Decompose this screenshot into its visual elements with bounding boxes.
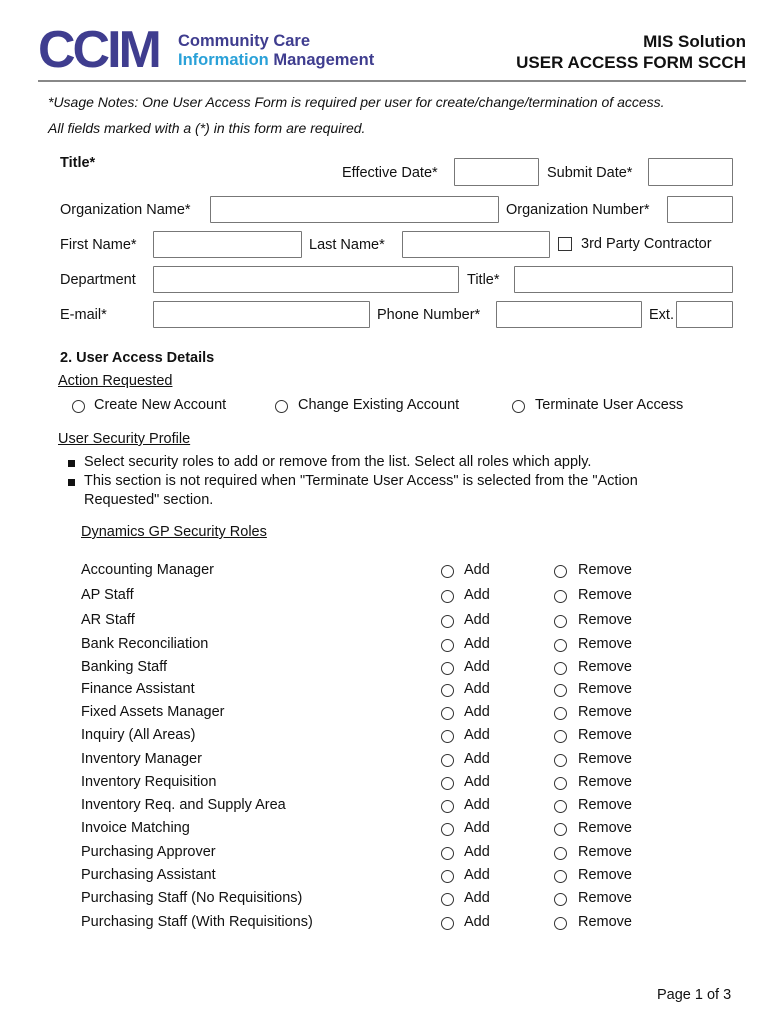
role-remove-label: Remove (578, 562, 632, 578)
organization-name-label: Organization Name* (60, 202, 191, 218)
role-name: AP Staff (81, 587, 134, 603)
effective-date-label: Effective Date* (342, 165, 438, 181)
role-add-label: Add (464, 704, 490, 720)
role-name: Bank Reconciliation (81, 636, 209, 652)
phone-label: Phone Number* (377, 307, 481, 323)
header-title-1: MIS Solution (643, 32, 746, 51)
title-field[interactable] (514, 266, 733, 293)
role-remove-label: Remove (578, 659, 632, 675)
role-remove-radio[interactable] (554, 707, 567, 720)
first-name-field[interactable] (153, 231, 302, 258)
logo-line-2 (178, 51, 374, 70)
role-remove-label: Remove (578, 844, 632, 860)
role-name: Inventory Req. and Supply Area (81, 797, 286, 813)
role-add-radio[interactable] (441, 847, 454, 860)
usage-notes: *Usage Notes: One User Access Form is required per user for create/change/termination of access. (48, 94, 665, 110)
terminate-access-label: Terminate User Access (535, 397, 684, 413)
role-add-label: Add (464, 890, 490, 906)
role-remove-label: Remove (578, 890, 632, 906)
role-add-radio[interactable] (441, 777, 454, 790)
role-remove-radio[interactable] (554, 639, 567, 652)
role-remove-label: Remove (578, 727, 632, 743)
role-remove-label: Remove (578, 704, 632, 720)
role-add-label: Add (464, 867, 490, 883)
role-remove-radio[interactable] (554, 684, 567, 697)
bullet-2-text-a: This section is not required when "Terminate User Access" is selected from the "Action (84, 473, 638, 489)
third-party-checkbox[interactable] (558, 237, 572, 251)
role-remove-label: Remove (578, 867, 632, 883)
last-name-label: Last Name* (309, 237, 385, 253)
role-remove-radio[interactable] (554, 893, 567, 906)
submit-date-label: Submit Date* (547, 165, 633, 181)
role-name: Purchasing Assistant (81, 867, 216, 883)
create-account-label: Create New Account (94, 397, 227, 413)
role-remove-radio[interactable] (554, 590, 567, 603)
action-requested-heading: Action Requested (58, 373, 173, 389)
role-add-radio[interactable] (441, 590, 454, 603)
bullet-2-marker (68, 479, 75, 486)
role-add-label: Add (464, 659, 490, 675)
role-name: Inquiry (All Areas) (81, 727, 196, 743)
email-field[interactable] (153, 301, 370, 328)
submit-date-field[interactable] (648, 158, 733, 186)
role-add-label: Add (464, 820, 490, 836)
role-remove-radio[interactable] (554, 917, 567, 930)
role-remove-label: Remove (578, 612, 632, 628)
role-name: AR Staff (81, 612, 135, 628)
required-note: All fields marked with a (*) in this form are required. (48, 120, 366, 136)
role-name: Invoice Matching (81, 820, 190, 836)
role-remove-radio[interactable] (554, 754, 567, 767)
role-add-label: Add (464, 636, 490, 652)
role-name: Finance Assistant (81, 681, 195, 697)
role-name: Purchasing Staff (With Requisitions) (81, 914, 313, 930)
role-remove-label: Remove (578, 797, 632, 813)
security-profile-heading: User Security Profile (58, 431, 191, 447)
role-add-label: Add (464, 774, 490, 790)
change-account-radio[interactable] (275, 400, 288, 413)
role-name: Purchasing Approver (81, 844, 216, 860)
role-name: Fixed Assets Manager (81, 704, 225, 720)
role-add-radio[interactable] (441, 870, 454, 883)
role-add-label: Add (464, 914, 490, 930)
role-remove-radio[interactable] (554, 823, 567, 836)
section-1-title: Title* (60, 155, 96, 171)
organization-number-field[interactable] (667, 196, 733, 223)
terminate-access-radio[interactable] (512, 400, 525, 413)
effective-date-field[interactable] (454, 158, 539, 186)
role-remove-radio[interactable] (554, 730, 567, 743)
role-add-label: Add (464, 681, 490, 697)
ccim-logo: CCIM (38, 21, 159, 79)
role-add-label: Add (464, 844, 490, 860)
role-remove-label: Remove (578, 751, 632, 767)
role-remove-radio[interactable] (554, 777, 567, 790)
role-add-radio[interactable] (441, 800, 454, 813)
role-add-radio[interactable] (441, 639, 454, 652)
first-name-label: First Name* (60, 237, 137, 253)
role-add-radio[interactable] (441, 730, 454, 743)
header-rule (38, 80, 746, 82)
role-add-radio[interactable] (441, 893, 454, 906)
role-remove-label: Remove (578, 914, 632, 930)
logo-line-2-a: Information (178, 51, 269, 69)
role-add-label: Add (464, 751, 490, 767)
logo-line-2-b: Management (268, 51, 375, 69)
page-number: Page 1 of 3 (657, 987, 732, 1003)
role-add-radio[interactable] (441, 823, 454, 836)
phone-field[interactable] (496, 301, 642, 328)
role-add-radio[interactable] (441, 917, 454, 930)
role-remove-label: Remove (578, 681, 632, 697)
bullet-2-text-b: Requested" section. (84, 492, 214, 508)
role-remove-radio[interactable] (554, 800, 567, 813)
role-add-label: Add (464, 562, 490, 578)
organization-name-field[interactable] (210, 196, 499, 223)
department-field[interactable] (153, 266, 459, 293)
last-name-field[interactable] (402, 231, 550, 258)
role-add-radio[interactable] (441, 615, 454, 628)
header-title-2: USER ACCESS FORM SCCH (516, 53, 746, 72)
role-remove-label: Remove (578, 774, 632, 790)
role-remove-radio[interactable] (554, 615, 567, 628)
gp-roles-heading: Dynamics GP Security Roles (81, 524, 267, 540)
role-name: Inventory Requisition (81, 774, 217, 790)
role-add-radio[interactable] (441, 684, 454, 697)
organization-number-label: Organization Number* (506, 202, 650, 218)
role-remove-radio[interactable] (554, 847, 567, 860)
bullet-1-text: Select security roles to add or remove from the list. Select all roles which apply. (84, 454, 592, 470)
logo-line-1: Community Care (178, 32, 311, 50)
role-remove-label: Remove (578, 820, 632, 836)
ext-field[interactable] (676, 301, 733, 328)
section-2-title: 2. User Access Details (60, 350, 215, 366)
role-add-label: Add (464, 797, 490, 813)
role-name: Accounting Manager (81, 562, 214, 578)
role-remove-label: Remove (578, 636, 632, 652)
role-add-label: Add (464, 727, 490, 743)
role-name: Purchasing Staff (No Requisitions) (81, 890, 303, 906)
role-remove-radio[interactable] (554, 870, 567, 883)
email-label: E-mail* (60, 307, 107, 323)
ext-label: Ext. (649, 307, 674, 323)
role-add-radio[interactable] (441, 662, 454, 675)
role-remove-label: Remove (578, 587, 632, 603)
change-account-label: Change Existing Account (298, 397, 460, 413)
department-label: Department (60, 272, 136, 288)
role-add-radio[interactable] (441, 565, 454, 578)
role-add-radio[interactable] (441, 754, 454, 767)
role-add-label: Add (464, 612, 490, 628)
third-party-label: 3rd Party Contractor (581, 236, 712, 252)
role-name: Inventory Manager (81, 751, 202, 767)
role-remove-radio[interactable] (554, 565, 567, 578)
role-remove-radio[interactable] (554, 662, 567, 675)
create-account-radio[interactable] (72, 400, 85, 413)
role-add-radio[interactable] (441, 707, 454, 720)
title-label: Title* (467, 272, 500, 288)
role-name: Banking Staff (81, 659, 167, 675)
role-add-label: Add (464, 587, 490, 603)
bullet-1-marker (68, 460, 75, 467)
